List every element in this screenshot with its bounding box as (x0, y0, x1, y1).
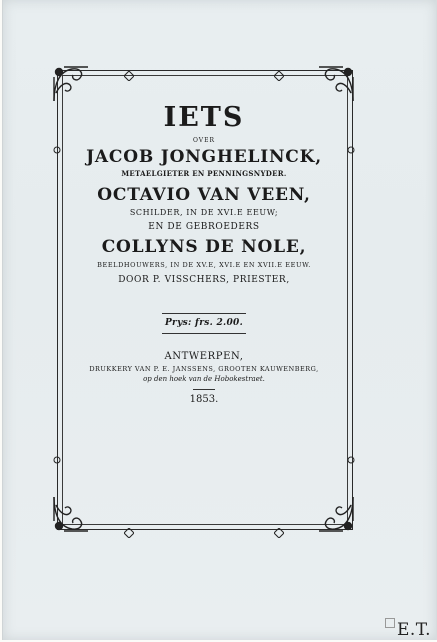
over-label: OVER (192, 137, 216, 144)
author-line: DOOR P. VISSCHERS, PRIESTER, (118, 275, 290, 286)
imprint-address: op den hoek van de Hobokestraet. (143, 375, 265, 384)
person3-name: COLLYNS DE NOLE, (101, 237, 307, 258)
ornament-bottom-left-icon (50, 493, 92, 535)
ornament-top-left-icon (50, 63, 92, 105)
imprint-year: 1853. (189, 394, 219, 406)
price-rule-top (162, 313, 246, 314)
ornament-bottom-mid-right-icon (274, 523, 284, 533)
year-rule (193, 389, 215, 390)
person3-role: BEELDHOUWERS, IN DE XV.E, XVI.E EN XVII.E EEUW. (97, 261, 311, 270)
book-title: IETS (163, 102, 245, 133)
person1-name: JACOB JONGHELINCK, (86, 147, 322, 167)
ornament-left-lower-icon (52, 450, 62, 460)
person2-name: OCTAVIO VAN VEEN, (97, 184, 311, 205)
ornament-top-mid-left-icon (124, 66, 134, 76)
watermark-box (385, 618, 395, 628)
ornament-bottom-right-icon (315, 493, 357, 535)
ornament-right-lower-icon (346, 450, 356, 460)
imprint-city: ANTWERPEN, (164, 351, 244, 363)
imprint-printer: DRUKKERY VAN P. E. JANSSENS, GROOTEN KAUWENBERG, (89, 365, 319, 374)
ornament-right-upper-icon (346, 140, 356, 150)
connector-text: EN DE GEBROEDERS (148, 222, 260, 233)
ornament-left-upper-icon (52, 140, 62, 150)
title-page-content (62, 100, 346, 405)
watermark-text: E.T. (396, 620, 431, 640)
ornament-top-mid-right-icon (274, 66, 284, 76)
price-text: Prys: frs. 2.00. (164, 318, 244, 329)
ornament-top-right-icon (315, 63, 357, 105)
person2-role: SCHILDER, IN DE XVI.E EEUW; (129, 208, 279, 218)
price-rule-bottom (162, 333, 246, 334)
person1-role: METAELGIETER EN PENNINGSNYDER. (121, 168, 287, 178)
price-block (62, 313, 346, 335)
ornament-bottom-mid-left-icon (124, 523, 134, 533)
